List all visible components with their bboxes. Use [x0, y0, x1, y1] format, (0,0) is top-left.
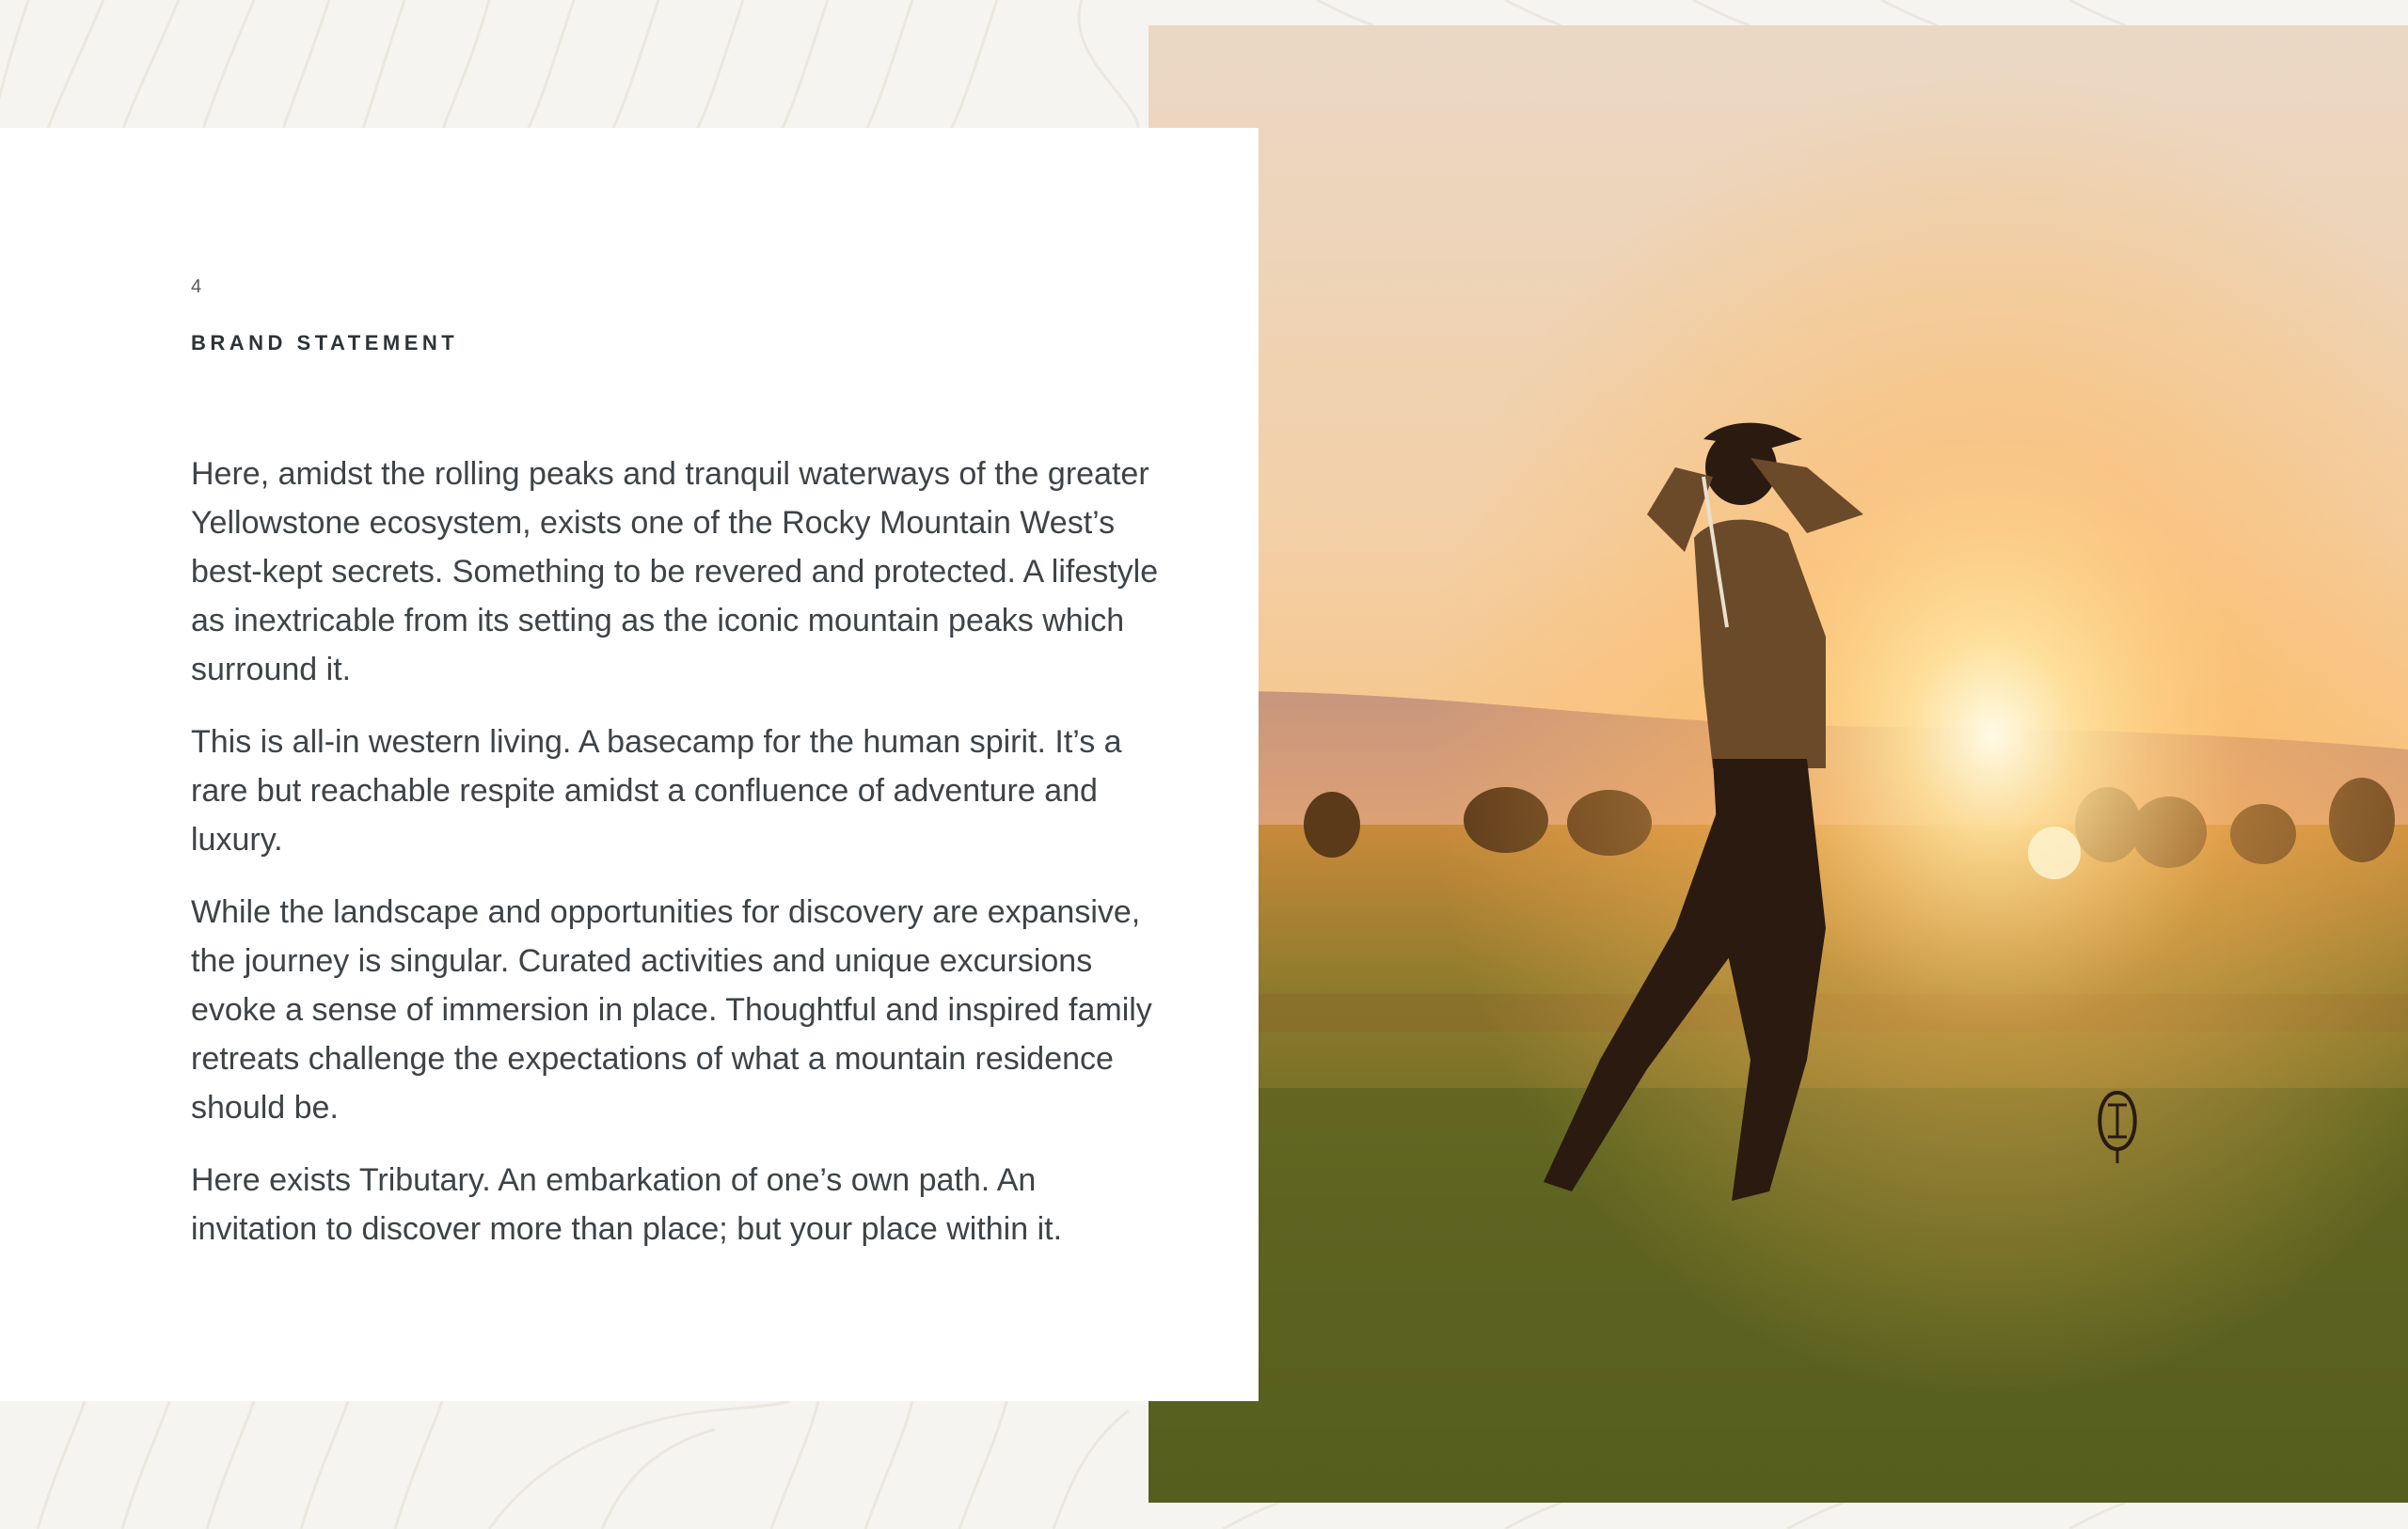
statement-paragraph: This is all-in western living. A basecamp for the human spirit. It’s a rare but reachable respite amidst a confluence of adventure and luxury.: [191, 724, 1122, 858]
page-number: 4: [191, 276, 203, 297]
statement-paragraph: While the landscape and opportunities for discovery are expansive, the journey is singular. Curated activities and unique excursions evoke a sense of immersion in place. Thoughtful and inspired family retreats challenge the expectations of what a mountain residence should be.: [191, 894, 1152, 1126]
statement-paragraph: Here exists Tributary. An embarkation of one’s own path. An invitation to discover more than place; but your place within it.: [191, 1162, 1063, 1247]
statement-paragraph: Here, amidst the rolling peaks and tranquil waterways of the greater Yellowstone ecosystem, exists one of the Rocky Mountain West’s best-kept secrets. Something to be revered and protected. A lifestyle as inextricable from its setting as the iconic mountain peaks which surround it.: [191, 456, 1159, 687]
section-title: BRAND STATEMENT: [191, 331, 459, 355]
golfer-sunset-photo: [1149, 25, 2408, 1503]
golfer-sunset-illustration: [1149, 25, 2408, 1503]
brand-statement-card: [0, 128, 1259, 1401]
brand-statement-body: [191, 449, 1169, 1277]
